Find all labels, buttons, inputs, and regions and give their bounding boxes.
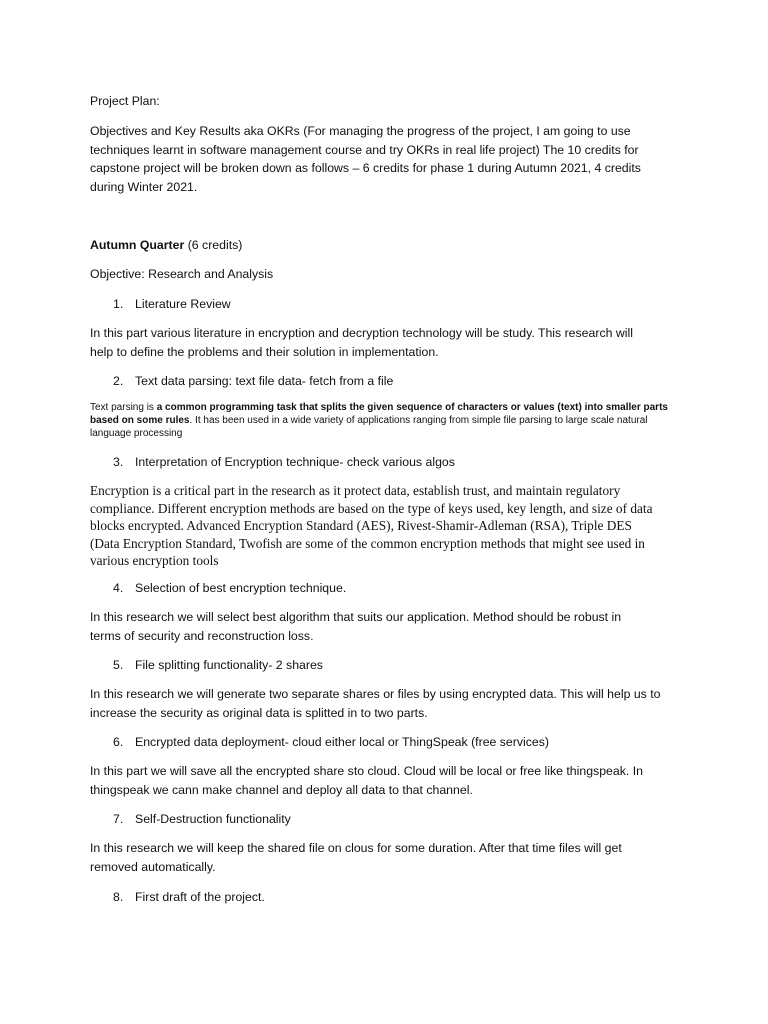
encryption-note — [90, 482, 690, 570]
list-title: File splitting functionality- 2 shares — [135, 658, 323, 672]
desc-line: In this part we will save all the encrypted share sto cloud. Cloud will be local or free like thingspeak. In — [90, 764, 643, 778]
desc-line: removed automatically. — [90, 859, 216, 874]
list-number: 6. — [113, 735, 124, 749]
list-item — [113, 295, 231, 313]
note-rest: . It has been used in a wide variety of applications ranging from simple file parsing to large scale natural language processing — [90, 415, 648, 439]
item-description — [90, 839, 680, 876]
desc-line: help to define the problems and their solution in implementation. — [90, 344, 439, 359]
intro-paragraph — [90, 122, 680, 196]
item-description — [90, 762, 680, 799]
list-title: Encrypted data deployment- cloud either local or ThingSpeak (free services) — [135, 735, 549, 749]
desc-line: increase the security as original data is splitted in to two parts. — [90, 705, 428, 720]
quarter-rest: (6 credits) — [184, 238, 243, 252]
heading: Project Plan: — [90, 94, 160, 108]
list-number: 4. — [113, 581, 124, 595]
intro-line: during Winter 2021. — [90, 179, 198, 194]
desc-line: In this research we will generate two separate shares or files by using encrypted data. This will help us to — [90, 687, 661, 701]
list-number: 8. — [113, 890, 124, 904]
note-lead: Text parsing is — [90, 402, 157, 413]
list-item — [113, 372, 393, 390]
list-item — [113, 453, 455, 471]
list-title: Selection of best encryption technique. — [135, 581, 347, 595]
parsing-note — [90, 401, 690, 440]
list-title: Text data parsing: text file data- fetch from a file — [135, 374, 394, 388]
enc-line: (Data Encryption Standard, Twofish are some of the common encryption methods that might see used in — [90, 535, 645, 551]
intro-line: techniques learnt in software management course and try OKRs in real life project) The 10 credits for — [90, 142, 639, 157]
note-bold: a common programming task that splits the given sequence of characters or values (text) into smaller parts based on some rules — [90, 402, 668, 426]
desc-line: thingspeak we cann make channel and deploy all data to that channel. — [90, 782, 473, 797]
desc-line: In this part various literature in encryption and decryption technology will be study. This research will — [90, 326, 633, 340]
desc-line: terms of security and reconstruction loss. — [90, 628, 314, 643]
objective: Objective: Research and Analysis — [90, 267, 274, 281]
list-item — [113, 733, 549, 751]
list-title: Literature Review — [135, 297, 231, 311]
list-number: 5. — [113, 658, 124, 672]
list-title: First draft of the project. — [135, 890, 265, 904]
enc-line: Encryption is a critical part in the research as it protect data, establish trust, and maintain regulatory — [90, 483, 621, 498]
quarter-bold: Autumn Quarter — [90, 238, 185, 252]
list-number: 2. — [113, 374, 124, 388]
desc-line: In this research we will select best algorithm that suits our application. Method should be robust in — [90, 610, 622, 624]
enc-line: compliance. Different encryption methods are based on the type of keys used, key length, and size of data — [90, 500, 653, 516]
item-description — [90, 608, 680, 645]
enc-line: blocks encrypted. Advanced Encryption Standard (AES), Rivest-Shamir-Adleman (RSA), Triple DES — [90, 518, 632, 534]
list-number: 1. — [113, 297, 124, 311]
list-title: Interpretation of Encryption technique- check various algos — [135, 455, 455, 469]
list-number: 3. — [113, 455, 124, 469]
list-title: Self-Destruction functionality — [135, 812, 291, 826]
list-item — [113, 810, 291, 828]
item-description — [90, 685, 680, 722]
enc-line: various encryption tools — [90, 553, 219, 569]
list-item — [113, 579, 346, 597]
item-description — [90, 324, 680, 361]
desc-line: In this research we will keep the shared file on clous for some duration. After that time files will get — [90, 841, 622, 855]
list-item — [113, 888, 265, 906]
list-number: 7. — [113, 812, 124, 826]
list-item — [113, 656, 323, 674]
quarter-heading — [90, 236, 680, 255]
intro-line: capstone project will be broken down as follows – 6 credits for phase 1 during Autumn 2021, 4 credits — [90, 161, 641, 175]
intro-line: Objectives and Key Results aka OKRs (For managing the progress of the project, I am going to use — [90, 124, 631, 138]
